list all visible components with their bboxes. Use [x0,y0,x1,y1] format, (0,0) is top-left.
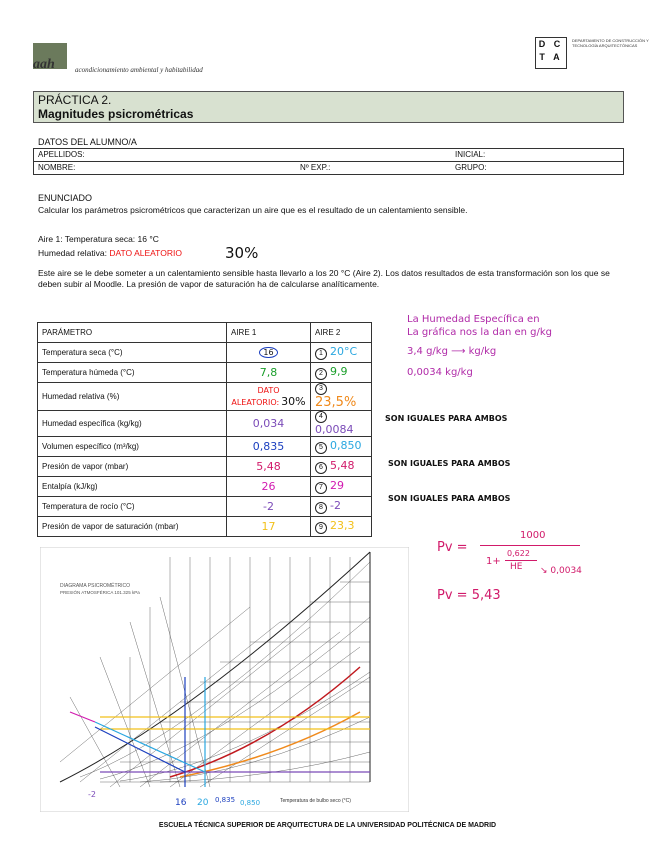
aire1-text: 26 [261,480,276,493]
aire1-value [227,363,311,383]
note-line2: La gráfica nos la dan en g/kg [407,327,553,338]
chart-title-1: DIAGRAMA PSICROMÉTRICO [60,583,131,589]
air1-humidity [38,248,628,259]
grupo-label: GRUPO: [455,163,487,172]
dcta-line1: D C [538,39,564,49]
aire1-text: 5,48 [256,460,281,473]
pv-denominator-prefix: 1+ [486,556,501,567]
department-name: DEPARTAMENTO DE CONSTRUCCIÓN Y TECNOLOGÍA ARQUITECTÓNICAS [572,38,649,48]
note-line3: 3,4 g/kg ⟶ kg/kg [407,346,497,357]
hand-0835: 0,835 [215,796,236,804]
air1-humidity-value: DATO ALEATORIO [109,248,182,258]
param-name: Presión de vapor (mbar) [38,457,227,477]
row-number: 5 [315,442,327,454]
aire2-value [311,437,372,457]
header-parametro: PARÁMETRO [38,323,227,343]
student-heading: DATOS DEL ALUMNO/A [38,137,137,147]
aire2-text: -2 [330,499,341,512]
table-row [38,477,372,497]
hand-0850: 0,850 [240,799,261,807]
aire1-value [227,383,311,411]
note-same-3: SON IGUALES PARA AMBOS [388,494,511,503]
row-number: 1 [315,348,327,360]
header-aire2: AIRE 2 [311,323,372,343]
aire2-text: 0,850 [330,439,362,452]
aire2-value [311,411,372,437]
aire1-value [227,343,311,363]
pv-inner-denominator: HE [510,562,523,572]
pv-inner-numerator: 0,622 [507,549,530,558]
table-row [38,457,372,477]
student-row-2 [33,161,624,175]
aire2-value [311,517,372,537]
practice-number: PRÁCTICA 2. [38,93,112,107]
aire2-text: 23,3 [330,519,355,532]
row-number: 3 [315,383,327,395]
statement-heading: ENUNCIADO [38,193,93,203]
table-row [38,517,372,537]
table-row [38,497,372,517]
logo-word: aah [33,57,55,72]
statement-text: Calcular los parámetros psicrométricos que caracterizan un aire que es el resultado de un calentamiento sensible. [38,205,468,215]
aire1-text: -2 [263,500,274,513]
aire1-text: DATO ALEATORIO: [231,385,280,407]
param-name: Humedad relativa (%) [38,383,227,411]
param-name: Humedad específica (kg/kg) [38,411,227,437]
row-number: 2 [315,368,327,380]
aire2-text: 23,5% [315,395,357,410]
dcta-logo [535,37,567,69]
pv-arrow-note: ↘ 0,0034 [540,566,582,576]
nombre-label: NOMBRE: [38,163,76,172]
aire1-value [227,477,311,497]
pv-fraction-line [480,545,580,546]
aire2-value [311,477,372,497]
aire2-text: 29 [330,479,344,492]
row-number: 9 [315,522,327,534]
dcta-line2: T A [539,52,563,62]
table-row [38,437,372,457]
aire1-text: 16 [259,347,277,358]
aire1-value [227,497,311,517]
param-name: Presión de vapor de saturación (mbar) [38,517,227,537]
param-name: Volumen específico (m³/kg) [38,437,227,457]
table-row [38,363,372,383]
note-humedad [407,313,552,379]
table-row [38,343,372,363]
aire1-value [227,411,311,437]
row-number: 6 [315,462,327,474]
aire2-value [311,363,372,383]
table-row [38,383,372,411]
note-same-2: SON IGUALES PARA AMBOS [388,459,511,468]
aire2-value [311,383,372,411]
pv-result: Pv = 5,43 [437,588,501,603]
aire2-value [311,343,372,363]
logo-tagline: acondicionamiento ambiental y habitabilidad [75,66,203,74]
note-line4: 0,0034 kg/kg [407,367,473,378]
row-number: 4 [315,411,327,423]
nexp-label: Nº EXP.: [300,163,331,172]
air1-humidity-hand: 30% [225,244,259,262]
table-header-row [38,323,372,343]
aire1-hand: 30% [281,394,306,408]
param-name: Temperatura húmeda (°C) [38,363,227,383]
param-name: Temperatura de rocío (°C) [38,497,227,517]
chart-title-2: PRESIÓN ATMOSFÉRICA 101.325 kPa [60,590,140,595]
aire1-text: 17 [261,520,276,533]
parameter-table [37,322,372,537]
table-row [38,411,372,437]
hand-16: 16 [175,798,187,808]
aire2-text: 5,48 [330,459,355,472]
param-name: Entalpía (kJ/kg) [38,477,227,497]
pv-inner-line [505,560,537,561]
air1-humidity-label: Humedad relativa: [38,248,110,258]
aire2-value [311,497,372,517]
aire1-text: 0,034 [252,417,285,430]
aire2-text: 9,9 [330,365,348,378]
hand-20: 20 [197,798,209,808]
practice-title: Magnitudes psicrométricas [38,107,194,121]
inicial-label: INICIAL: [455,150,486,159]
note-same-1: SON IGUALES PARA AMBOS [385,414,508,423]
student-row-1 [33,148,624,162]
pv-numerator: 1000 [520,530,546,541]
air1-temp: Aire 1: Temperatura seca: 16 °C [38,234,159,244]
footer: ESCUELA TÉCNICA SUPERIOR DE ARQUITECTURA DE LA UNIVERSIDAD POLITÉCNICA DE MADRID [158,822,497,829]
statement-paragraph: Este aire se le debe someter a un calentamiento sensible hasta llevarlo a los 20 °C (Aire 2). Los datos resultados de esta transformación son los que se deben subir al Moodle. La presión de vapor de saturación ha de calcularse analíticamente. [38,268,610,289]
aire1-text: 0,835 [252,440,285,453]
param-name: Temperatura seca (°C) [38,343,227,363]
aire1-value [227,517,311,537]
note-line1: La Humedad Específica en [407,314,540,325]
chart-xlabel: Temperatura de bulbo seco (°C) [280,798,351,804]
header-aire1: AIRE 1 [227,323,311,343]
aire2-text: 20°C [330,345,358,358]
aire1-value [227,437,311,457]
row-number: 8 [315,502,327,514]
psychrometric-chart [40,547,409,812]
aire1-value [227,457,311,477]
aire1-text: 7,8 [259,366,278,379]
apellidos-label: APELLIDOS: [38,150,85,159]
aire2-text: 0,0084 [315,423,354,436]
pv-label: Pv = [437,540,468,555]
aire2-value [311,457,372,477]
row-number: 7 [315,482,327,494]
hand-minus2: -2 [88,790,96,799]
